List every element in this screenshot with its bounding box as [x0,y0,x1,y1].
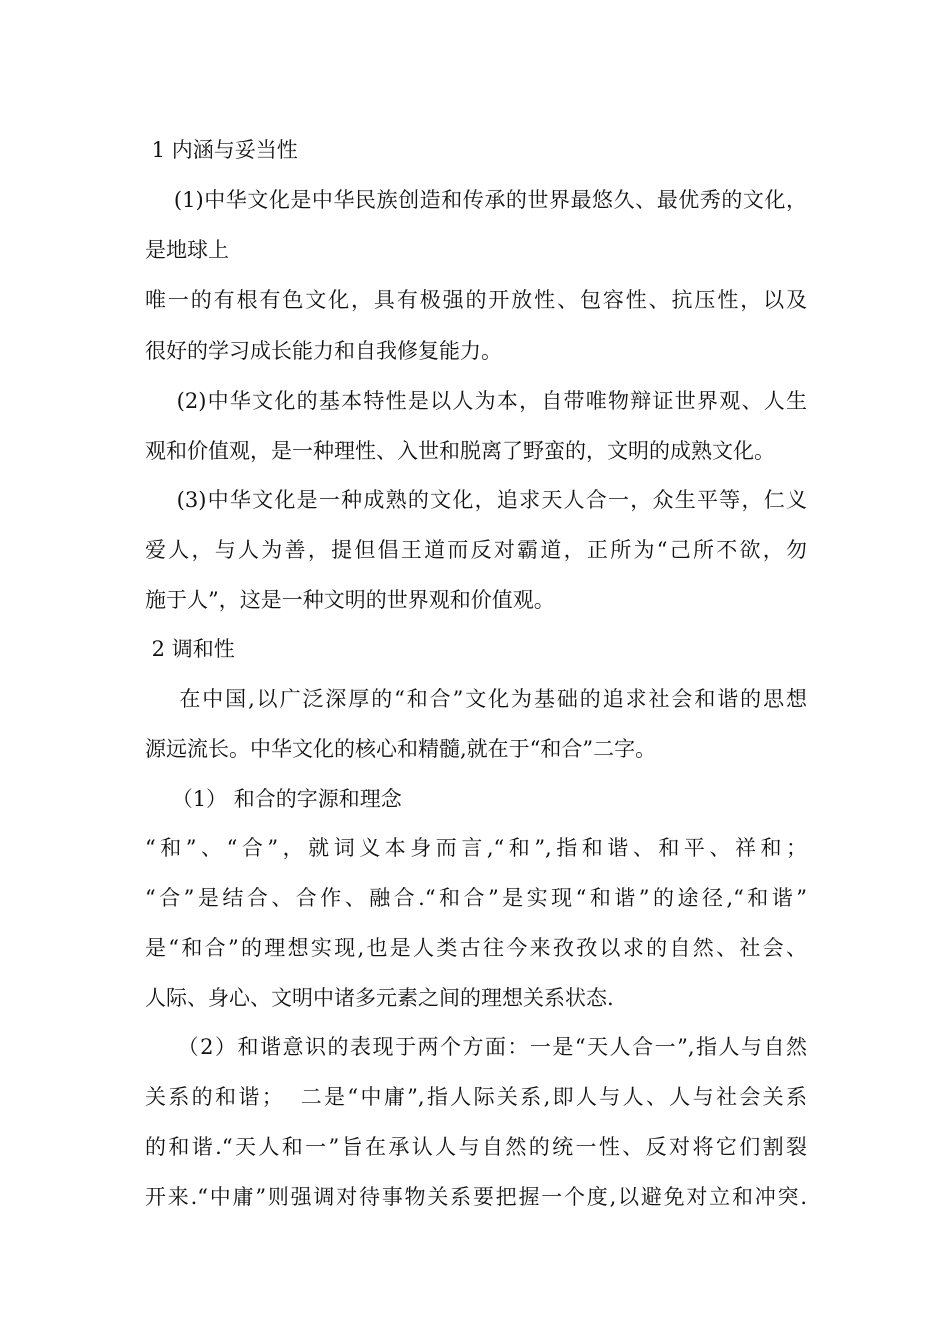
paragraph-line: 源远流长。中华文化的核心和精髓,就在于“和合”二字。 [145,737,657,761]
subheading: （1） 和合的字源和理念 [145,787,402,811]
paragraph-line: 施于人”，这是一种文明的世界观和价值观。 [145,588,555,612]
paragraph-line: (2)中华文化的基本特性是以人为本，自带唯物辩证世界观、人生 [145,389,807,413]
paragraph-line: 在中国,以广泛深厚的“和合”文化为基础的追求社会和谐的思想 [145,687,807,711]
paragraph-line: (1)中华文化是中华民族创造和传承的世界最悠久、最优秀的文化， [145,188,807,212]
paragraph-line: 关系的和谐； 二是“中庸”,指人际关系,即人与人、人与社会关系 [145,1085,807,1109]
section-heading-2: 2 调和性 [145,637,235,661]
paragraph-line: 是“和合”的理想实现,也是人类古往今来孜孜以求的自然、社会、 [145,936,807,960]
paragraph-line: 的和谐.“天人和一”旨在承认人与自然的统一性、反对将它们割裂 [145,1135,807,1159]
paragraph-line: “合”是结合、合作、融合.“和合”是实现“和谐”的途径,“和谐” [145,886,807,910]
section-heading-1: 1 内涵与妥当性 [145,138,298,162]
paragraph-line: 人际、身心、文明中诸多元素之间的理想关系状态. [145,986,614,1010]
paragraph-line: 是地球上 [145,238,229,262]
paragraph-line: 很好的学习成长能力和自我修复能力。 [145,339,502,363]
paragraph-line: （2）和谐意识的表现于两个方面：一是“天人合一”,指人与自然 [145,1035,807,1059]
paragraph-line: (3)中华文化是一种成熟的文化，追求天人合一，众生平等，仁义 [145,488,807,512]
paragraph-line: 爱人，与人为善，提但倡王道而反对霸道，正所为“己所不欲，勿 [145,538,807,562]
paragraph-line: 开来.“中庸”则强调对待事物关系要把握一个度,以避免对立和冲突. [145,1185,807,1209]
paragraph-line: “和”、“合”，就词义本身而言,“和”,指和谐、和平、祥和； [145,836,807,860]
paragraph-line: 唯一的有根有色文化，具有极强的开放性、包容性、抗压性，以及 [145,288,807,312]
paragraph-line: 观和价值观，是一种理性、入世和脱离了野蛮的，文明的成熟文化。 [145,439,775,463]
